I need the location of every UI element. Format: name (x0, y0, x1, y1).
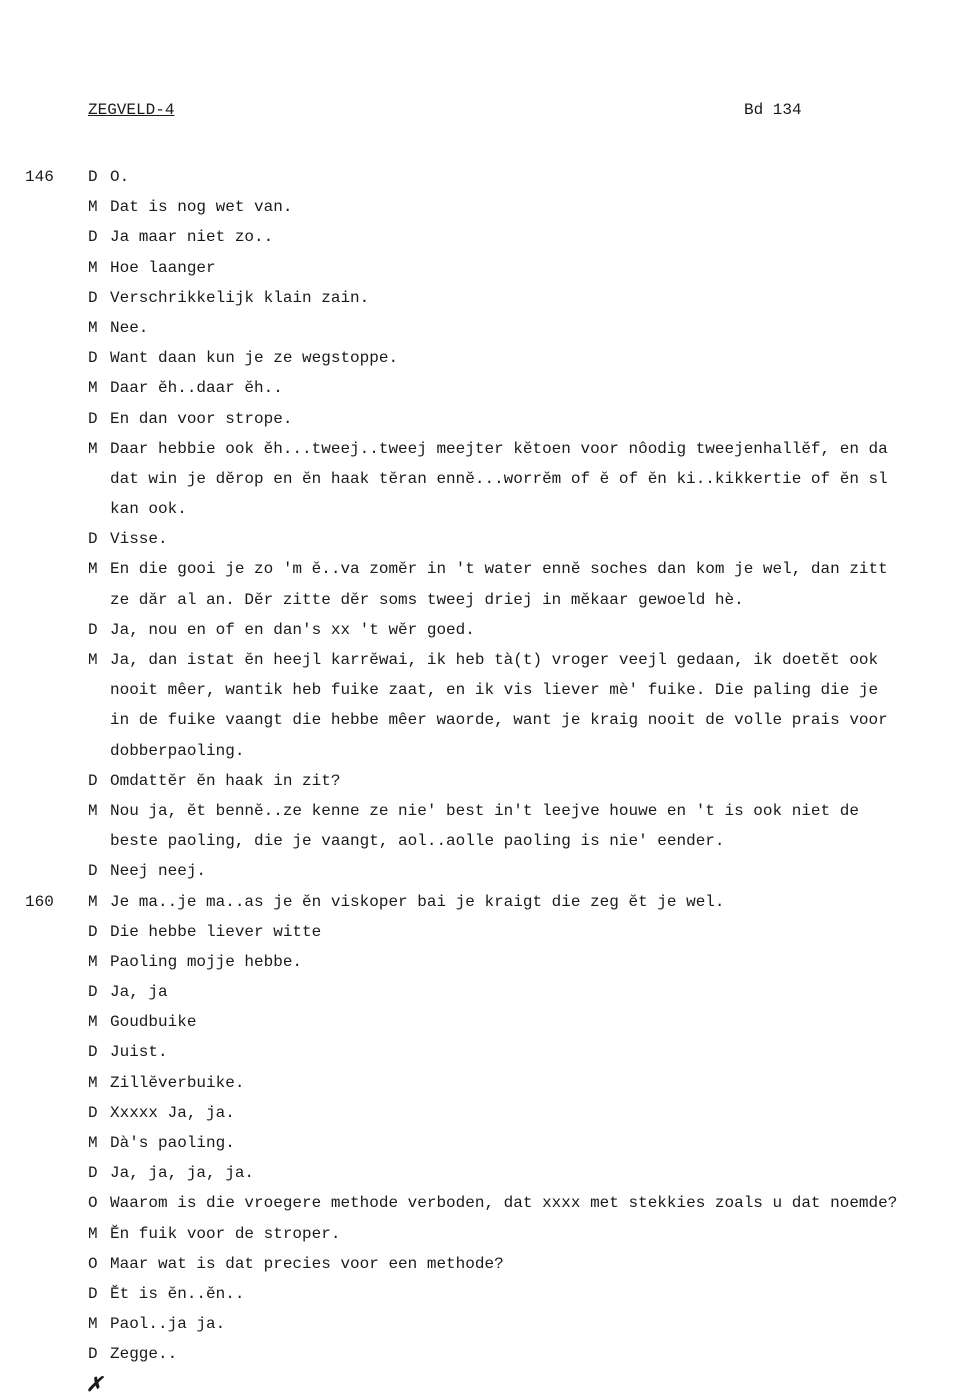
transcript-line (0, 1339, 973, 1369)
utterance-text: O. (110, 168, 130, 186)
utterance-text: Paoling mojje hebbe. (110, 952, 303, 971)
transcript-line (0, 434, 973, 464)
speaker-code: M (88, 198, 98, 217)
transcript-line (0, 404, 973, 434)
transcript-line (0, 615, 973, 645)
utterance-text: Nee. (110, 318, 149, 337)
speaker-code: D (88, 409, 98, 428)
speaker-code: M (88, 651, 98, 669)
transcript-line (0, 1279, 973, 1309)
transcript-line (0, 1037, 973, 1067)
utterance-text: Goudbuike (110, 1013, 197, 1032)
speaker-code: M (88, 801, 98, 820)
speaker-code: M (88, 1073, 98, 1092)
transcript-line (0, 1098, 973, 1128)
speaker-code: O (88, 1194, 98, 1213)
transcript-line (0, 705, 973, 735)
line-number: 160 (25, 892, 54, 911)
speaker-code: D (88, 922, 98, 941)
transcript-body (0, 162, 973, 1370)
transcript-line (0, 585, 973, 615)
transcript-line (0, 826, 973, 856)
utterance-text: nooit mêer, wantik heb fuike zaat, en ik vis liever mè' fuike. Die paling die je (110, 681, 879, 700)
transcript-line (0, 524, 973, 554)
utterance-text: Want daan kun je ze wegstoppe. (110, 349, 399, 368)
transcript-line (0, 343, 973, 373)
transcript-line (0, 162, 973, 192)
utterance-text: Daar hebbie ook ĕh...tweej..tweej meejter kĕtoen voor nôodig tweejenhallĕf, en da (110, 439, 888, 458)
utterance-text: Verschrikkelijk klain zain. (110, 288, 370, 307)
speaker-code: O (88, 1254, 98, 1273)
utterance-text: Zegge.. (110, 1345, 178, 1364)
speaker-code: D (88, 1043, 98, 1062)
transcript-line (0, 736, 973, 766)
utterance-text: ze dăr al an. Dĕr zitte dĕr soms tweej driej in mĕkaar gewoeld hè. (110, 590, 744, 609)
transcript-line (0, 917, 973, 947)
utterance-text: Neej neej. (110, 862, 207, 881)
transcript-line (0, 1219, 973, 1249)
speaker-code: M (88, 379, 98, 398)
speaker-code: M (88, 560, 98, 579)
speaker-code: M (88, 1224, 98, 1243)
page-reference: Bd 134 (744, 101, 802, 119)
transcript-line (0, 464, 973, 494)
utterance-text: dat win je dĕrop en ĕn haak tĕran ennĕ...worrĕm of ĕ of ĕn ki..kikkertie of ĕn sl (110, 469, 888, 488)
speaker-code: D (88, 349, 98, 368)
utterance-text: Je ma..je ma..as je ĕn viskoper bai je kraigt die zeg ĕt je wel. (110, 892, 725, 911)
transcript-line (0, 1158, 973, 1188)
utterance-text: Xxxxx Ja, ja. (110, 1103, 235, 1122)
speaker-code: D (88, 228, 98, 247)
speaker-code: D (88, 1345, 98, 1364)
utterance-text: Ja, ja (110, 983, 168, 1002)
utterance-text: Ja, nou en of en dan's xx 't wĕr goed. (110, 620, 475, 639)
transcript-line (0, 283, 973, 313)
utterance-text: En die gooi je zo 'm ĕ..va zomĕr in 't water ennĕ soches dan kom je wel, dan zitt (110, 560, 888, 579)
utterance-text: Paol..ja ja. (110, 1315, 226, 1334)
utterance-text: Ja, ja, ja, ja. (110, 1164, 255, 1183)
speaker-code: D (88, 1164, 98, 1183)
transcript-line (0, 494, 973, 524)
utterance-text: dobberpaoling. (110, 741, 245, 760)
speaker-code: D (88, 983, 98, 1002)
speaker-code: D (88, 1284, 98, 1303)
transcript-line (0, 373, 973, 403)
utterance-text: Ĕt is ĕn..ĕn.. (110, 1284, 245, 1303)
utterance-text: En dan voor strope. (110, 409, 293, 428)
utterance-text: Nou ja, ĕt bennĕ..ze kenne ze nie' best in't leejve houwe en 't is ook niet de (110, 801, 859, 820)
transcript-line (0, 796, 973, 826)
transcript-line (0, 1309, 973, 1339)
utterance-text: Maar wat is dat precies voor een methode? (110, 1254, 504, 1273)
handwritten-mark: ✗ (86, 1375, 103, 1398)
utterance-text: Visse. (110, 530, 168, 549)
utterance-text: Die hebbe liever witte (110, 922, 322, 941)
speaker-code: M (88, 952, 98, 971)
utterance-text: Daar ĕh..daar ĕh.. (110, 379, 283, 398)
utterance-text: Zillĕverbuike. (110, 1073, 245, 1092)
utterance-text: Ja, dan istat ĕn heejl karrĕwai, ik heb tà(t) vroger veejl gedaan, ik doetĕt ook (110, 651, 879, 669)
utterance-text: Waarom is die vroegere methode verboden, dat xxxx met stekkies zoals u dat noemde? (110, 1194, 898, 1213)
speaker-code: M (88, 892, 98, 911)
transcript-line (0, 1128, 973, 1158)
speaker-code: D (88, 288, 98, 307)
transcript-line (0, 313, 973, 343)
transcript-line (0, 766, 973, 796)
transcript-line (0, 222, 973, 252)
speaker-code: D (88, 620, 98, 639)
line-number: 146 (25, 168, 54, 186)
utterance-text: Ĕn fuik voor de stroper. (110, 1224, 341, 1243)
transcript-line (0, 675, 973, 705)
utterance-text: beste paoling, die je vaangt, aol..aolle paoling is nie' eender. (110, 832, 725, 851)
transcript-line (0, 977, 973, 1007)
speaker-code: D (88, 168, 98, 186)
speaker-code: M (88, 1013, 98, 1032)
transcript-line (0, 887, 973, 917)
transcript-line (0, 1007, 973, 1037)
speaker-code: M (88, 1134, 98, 1152)
utterance-text: in de fuike vaangt die hebbe mêer waorde, want je kraig nooit de volle prais voor (110, 711, 888, 730)
utterance-text: Hoe laanger (110, 258, 216, 277)
utterance-text: kan ook. (110, 500, 187, 519)
utterance-text: Ja maar niet zo.. (110, 228, 274, 247)
speaker-code: D (88, 1103, 98, 1122)
utterance-text: Juist. (110, 1043, 168, 1062)
transcript-line (0, 192, 973, 222)
transcript-line (0, 1188, 973, 1218)
speaker-code: M (88, 439, 98, 458)
speaker-code: D (88, 530, 98, 549)
speaker-code: M (88, 318, 98, 337)
transcript-line (0, 856, 973, 886)
transcript-line (0, 253, 973, 283)
document-title: ZEGVELD-4 (88, 101, 175, 119)
transcript-line (0, 554, 973, 584)
speaker-code: D (88, 771, 98, 790)
transcript-line (0, 645, 973, 675)
speaker-code: M (88, 1315, 98, 1334)
speaker-code: M (88, 258, 98, 277)
utterance-text: Dat is nog wet van. (110, 198, 293, 217)
utterance-text: Omdattĕr ĕn haak in zit? (110, 771, 341, 790)
utterance-text: Dà's paoling. (110, 1134, 235, 1152)
speaker-code: D (88, 862, 98, 881)
transcript-line (0, 1249, 973, 1279)
transcript-line (0, 1068, 973, 1098)
transcript-line (0, 947, 973, 977)
